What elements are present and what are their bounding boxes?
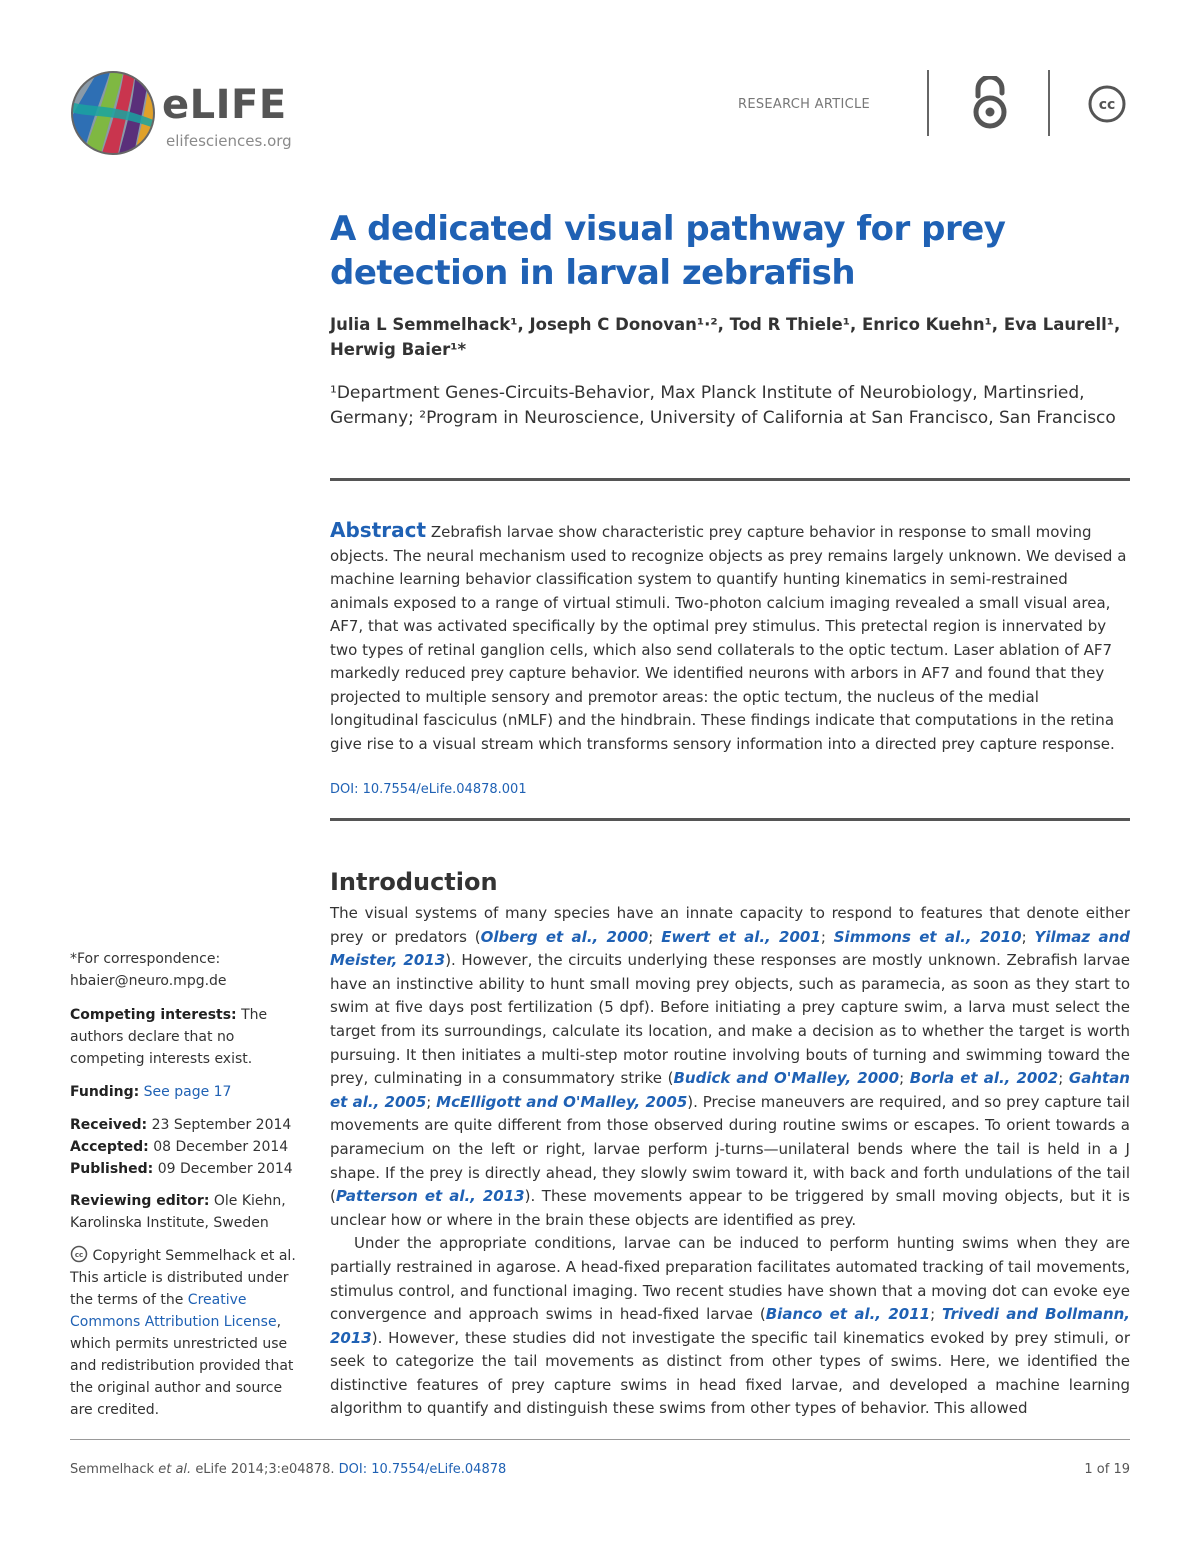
paragraph (330, 1232, 1130, 1421)
text-run: ). Precise maneuvers are required, and so prey capture tail movements are quite different from those observed during routine swims or escapes. To orient towards a paramecium on the left or right, larvae perform j-turns—unilateral bends where the tail is held in a J shape. If the prey is directly ahead, they slowly swim toward it, with back and forth undulations of the tail ( (330, 1092, 1130, 1206)
published-date (70, 1158, 305, 1180)
elife-logo[interactable] (70, 70, 310, 160)
elife-logo-mark (70, 70, 156, 156)
article-title: A dedicated visual pathway for prey detection in larval zebrafish (330, 209, 1006, 293)
divider (927, 70, 929, 136)
abstract (330, 519, 1130, 756)
published-value: 09 December 2014 (157, 1161, 293, 1177)
citation-link[interactable]: Yilmaz and Meister, 2013 (330, 927, 1131, 970)
competing-value: The authors declare that no competing interests exist. (70, 1007, 268, 1067)
citation-link[interactable]: Patterson et al., 2013 (335, 1187, 525, 1206)
citation-link[interactable]: Trivedi and Bollmann, 2013 (330, 1305, 1131, 1347)
editor-label: Reviewing editor: (70, 1193, 210, 1209)
citation-link[interactable]: Bianco et al., 2011 (765, 1305, 931, 1324)
open-access-icon[interactable] (967, 76, 1013, 130)
footer-journal: eLife 2014;3:e04878. (195, 1462, 335, 1477)
received-date (70, 1114, 305, 1136)
dates (70, 1114, 305, 1180)
svg-text:cc: cc (74, 1251, 84, 1259)
footer-doi-link[interactable]: DOI: 10.7554/eLife.04878 (338, 1462, 507, 1477)
reviewing-editor (70, 1190, 305, 1234)
text-run: ; (648, 927, 662, 946)
citation-link[interactable]: Ewert et al., 2001 (661, 927, 821, 946)
abstract-doi-link[interactable]: DOI: 10.7554/eLife.04878.001 (330, 782, 527, 797)
text-run: ). These movements appear to be triggered by small moving objects, but it is unclear how or where in the brain these objects are identified as prey. (330, 1187, 1130, 1229)
citation-link[interactable]: McElligott and O'Malley, 2005 (436, 1092, 688, 1111)
accepted-value: 08 December 2014 (153, 1139, 289, 1155)
funding-label: Funding: (70, 1084, 140, 1100)
creative-commons-icon[interactable] (1087, 84, 1127, 124)
article-badges (735, 70, 1135, 136)
copyright-text: , which permits unrestricted use and redistribution provided that the original author and source are credited. (70, 1314, 294, 1418)
abstract-heading: Abstract (330, 518, 427, 542)
text-run: ; (1058, 1069, 1069, 1088)
funding (70, 1081, 305, 1103)
footer-divider (70, 1439, 1130, 1440)
divider (330, 818, 1130, 821)
footer-citation (70, 1462, 506, 1477)
text-run: The visual systems of many species have an innate capacity to respond to features that denote either prey or predators ( (330, 904, 1130, 946)
correspondence-label: *For correspondence: (70, 951, 221, 967)
divider (1048, 70, 1050, 136)
published-label: Published: (70, 1161, 154, 1177)
affiliations: ¹Department Genes-Circuits-Behavior, Max Planck Institute of Neurobiology, Martinsried, Germany; ²Program in Neuroscience, University of California at San Francisco, San Francisco (330, 383, 1116, 428)
correspondence-email[interactable]: hbaier@neuro.mpg.de (70, 973, 227, 989)
text-run: Under the appropriate conditions, larvae can be induced to perform hunting swims when they are partially restrained in agarose. A head-fixed preparation facilitates automated tracking of tail movements, stimulus control, and functional imaging. Two recent studies have shown that a moving dot can evoke eye convergence and approach swims in head-fixed larvae ( (330, 1234, 1130, 1324)
citation-link[interactable]: Borla et al., 2002 (909, 1069, 1059, 1088)
text-run: ). However, these studies did not investigate the specific tail kinematics evoked by prey stimuli, or seek to categorize the tail movements as distinct from other types of swims. Here, we identified the distinctive features of prey capture swims in head fixed larvae, and developed a machine learning algorithm to quantify and distinguish these swims from other types of behavior. This allowed (330, 1328, 1130, 1418)
license-link[interactable]: Creative Commons Attribution License (70, 1292, 277, 1330)
author-list: Julia L Semmelhack¹, Joseph C Donovan¹·², Tod R Thiele¹, Enrico Kuehn¹, Eva Laurell¹, Herwig Baier¹* (330, 315, 1121, 359)
svg-text:cc: cc (1098, 97, 1116, 113)
received-label: Received: (70, 1117, 148, 1133)
copyright (70, 1245, 305, 1421)
page-number: 1 of 19 (1084, 1462, 1130, 1477)
article-type: RESEARCH ARTICLE (738, 97, 871, 112)
correspondence (70, 948, 305, 992)
paragraph (330, 902, 1130, 1232)
accepted-date (70, 1136, 305, 1158)
text-run: ; (899, 1069, 910, 1088)
citation-link[interactable]: Budick and O'Malley, 2000 (673, 1069, 900, 1088)
citation-link[interactable]: Olberg et al., 2000 (480, 927, 649, 946)
citation-link[interactable]: Gahtan et al., 2005 (330, 1069, 1130, 1111)
creative-commons-icon (70, 1245, 88, 1263)
section-heading-introduction: Introduction (330, 868, 498, 896)
footer-authors: Semmelhack (70, 1462, 155, 1477)
text-run: ). However, the circuits underlying these responses are mostly unknown. Zebrafish larvae have an instinctive ability to hunt small moving prey objects, such as paramecia, as soon as they start to swim at five days post fertilization (5 dpf). Before initiating a prey capture swim, a larva must select the target from its surroundings, calculate its location, and make a decision as to whether the target is worth pursuing. It then initiates a multi-step motor routine involving bouts of turning and swimming toward the prey, culminating in a consummatory strike ( (330, 951, 1130, 1088)
logo-wordmark: eLIFE (162, 82, 287, 128)
copyright-text: Copyright Semmelhack et al. This article is distributed under the terms of the (70, 1248, 296, 1308)
received-value: 23 September 2014 (151, 1117, 292, 1133)
accepted-label: Accepted: (70, 1139, 149, 1155)
logo-url[interactable]: elifesciences.org (166, 132, 292, 150)
competing-interests (70, 1004, 305, 1070)
text-run: ; (820, 927, 834, 946)
footer-etal: et al. (158, 1462, 192, 1477)
text-run: ; (1021, 927, 1035, 946)
competing-label: Competing interests: (70, 1007, 237, 1023)
abstract-text: Zebrafish larvae show characteristic prey capture behavior in response to small moving objects. The neural mechanism used to recognize objects as prey remains largely unknown. We devised a machine learning behavior classification system to quantify hunting kinematics in semi-restrained animals exposed to a range of virtual stimuli. Two-photon calcium imaging revealed a small visual area, AF7, that was activated specifically by the optimal prey stimulus. This pretectal region is innervated by two types of retinal ganglion cells, which also send collaterals to the optic tectum. Laser ablation of AF7 markedly reduced prey capture behavior. We identified neurons with arbors in AF7 and found that they projected to multiple sensory and premotor areas: the optic tectum, the nucleus of the medial longitudinal fasciculus (nMLF) and the hindbrain. These findings indicate that computations in the retina give rise to a visual stream which transforms sensory information into a directed prey capture response. (330, 523, 1127, 753)
funding-link[interactable]: See page 17 (143, 1084, 232, 1100)
introduction-body (330, 902, 1130, 1421)
citation-link[interactable]: Simmons et al., 2010 (833, 927, 1022, 946)
text-run: ; (426, 1092, 437, 1111)
editor-value: Ole Kiehn, Karolinska Institute, Sweden (70, 1193, 286, 1231)
divider (330, 478, 1130, 481)
text-run: ; (930, 1305, 943, 1324)
